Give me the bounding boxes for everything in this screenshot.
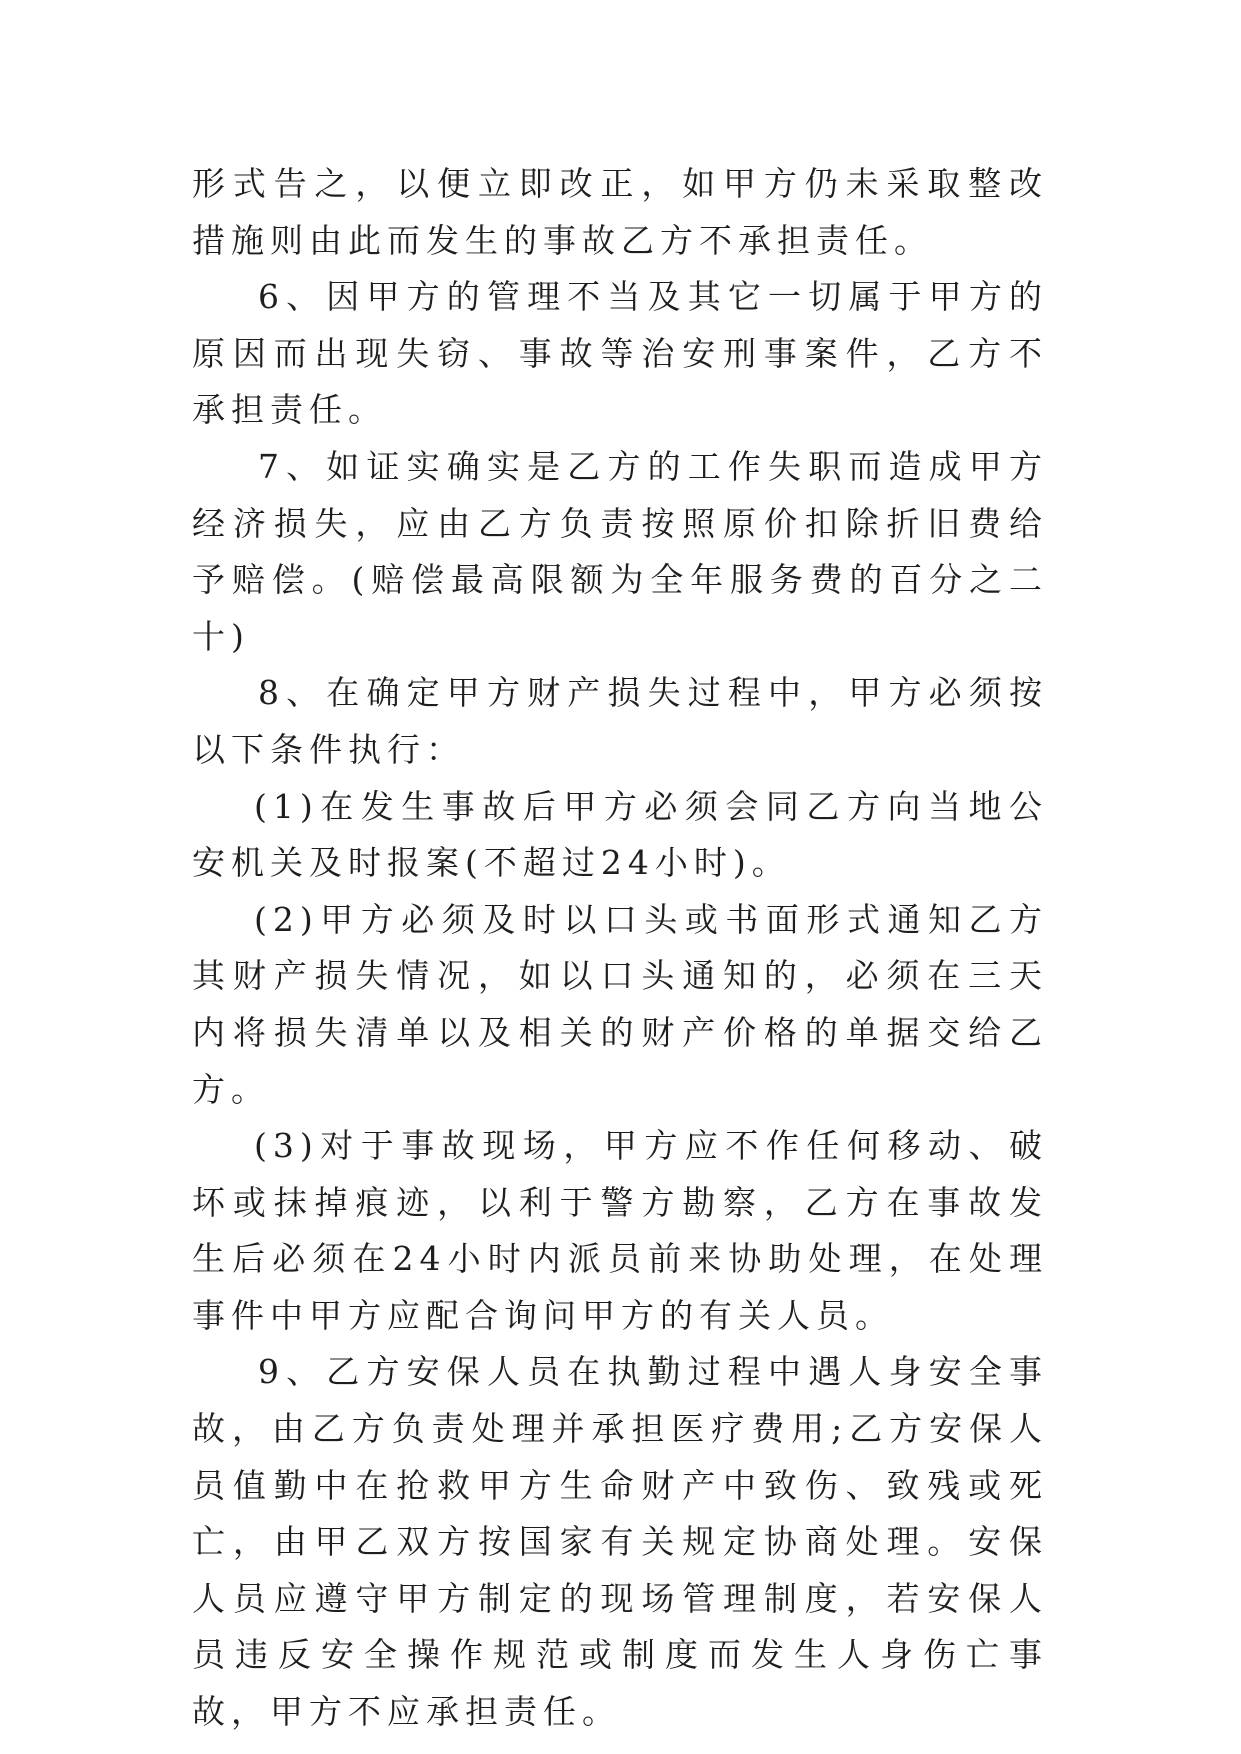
- paragraph-clause-8-item-2: (2)甲方必须及时以口头或书面形式通知乙方其财产损失情况，如以口头通知的，必须在三天内将损失清单以及相关的财产价格的单据交给乙方。: [192, 899, 1048, 1109]
- paragraph-clause-6: 6、因甲方的管理不当及其它一切属于甲方的原因而出现失窃、事故等治安刑事案件，乙方不承担责任。: [192, 277, 1048, 430]
- paragraph-clause-7: 7、如证实确实是乙方的工作失职而造成甲方经济损失，应由乙方负责按照原价扣除折旧费给予赔偿。(赔偿最高限额为全年服务费的百分之二十): [192, 446, 1048, 656]
- paragraph-clause-8: 8、在确定甲方财产损失过程中，甲方必须按以下条件执行：: [192, 673, 1048, 769]
- paragraph-continuation: 形式告之，以便立即改正，如甲方仍未采取整改措施则由此而发生的事故乙方不承担责任。: [192, 164, 1048, 260]
- paragraph-clause-8-item-3: (3)对于事故现场，甲方应不作任何移动、破坏或抹掉痕迹，以利于警方勘察，乙方在事故发生后必须在24小时内派员前来协助处理，在处理事件中甲方应配合询问甲方的有关人员。: [192, 1126, 1048, 1335]
- paragraph-clause-8-item-1: (1)在发生事故后甲方必须会同乙方向当地公安机关及时报案(不超过24小时)。: [192, 786, 1048, 883]
- document-body: [192, 156, 1048, 1741]
- paragraph-clause-9: 9、乙方安保人员在执勤过程中遇人身安全事故，由乙方负责处理并承担医疗费用;乙方安保人员值勤中在抢救甲方生命财产中致伤、致残或死亡，由甲乙双方按国家有关规定协商处理。安保人员应遵守甲方制定的现场管理制度，若安保人员违反安全操作规范或制度而发生人身伤亡事故，甲方不应承担责任。: [192, 1352, 1048, 1732]
